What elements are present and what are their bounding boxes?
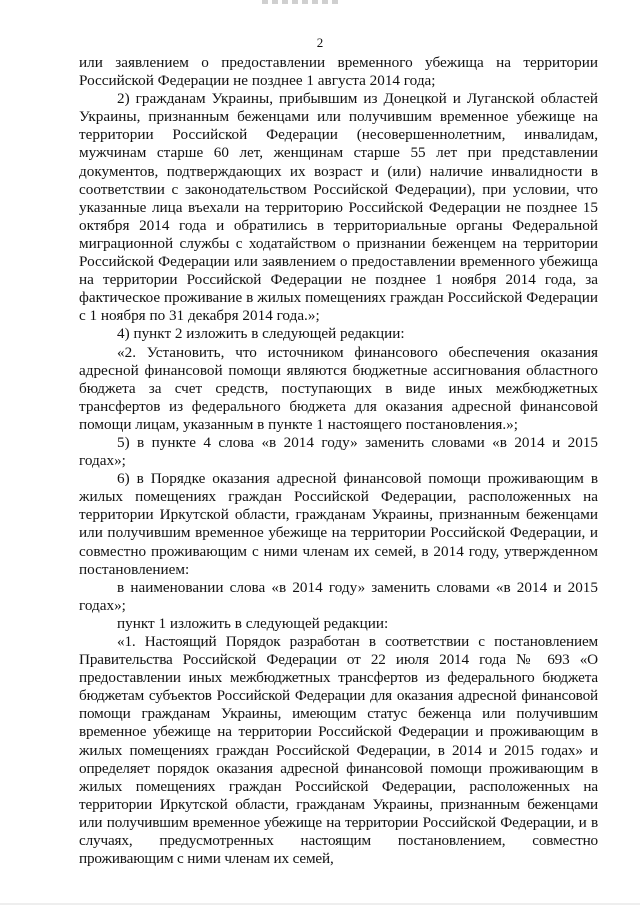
paragraph-item-4: 4) пункт 2 изложить в следующей редакции: [117, 325, 405, 343]
scan-artifact [262, 0, 342, 4]
paragraph-item-5: 5) в пункте 4 слова «в 2014 году» заменить словами «в 2014 и 2015 годах»; [79, 433, 598, 470]
paragraph-title-change: в наименовании слова «в 2014 году» заменить словами «в 2014 и 2015 годах»; [79, 578, 598, 614]
document-body [79, 54, 598, 868]
paragraph-quote-2: «2. Установить, что источником финансового обеспечения оказания адресной финансовой помощи являются бюджетные ассигнования областного бюджета за счет средств, поступающих в виде иных межбюджетных трансфертов из федерального бюджета для оказания адресной финансовой помощи лицам, указанным в пункте 1 настоящего постановления.»; [79, 343, 598, 433]
page-number: 2 [316, 35, 324, 50]
paragraph-quote-1: «1. Настоящий Порядок разработан в соответствии с постановлением Правительства Российской Федерации от 22 июля 2014 года № 693 «О предоставлении иных межбюджетных трансфертов из федерального бюджета бюджетам субъектов Российской Федерации для оказания адресной финансовой помощи гражданам Украины, имеющим статус беженца или получившим временное убежище на территории Российской Федерации и проживающим в жилых помещениях граждан Российской Федерации, в 2014 и 2015 годах» и определяет порядок оказания адресной финансовой помощи проживающим в жилых помещениях граждан Российской Федерации, расположенных на территории Иркутской области, гражданам Украины, признанным беженцами или получившим временное убежище на территории Российской Федерации, и в случаях, предусмотренных настоящим постановлением, совместно проживающим с ними членам их семей, [79, 633, 598, 868]
paragraph-continuation: или заявлением о предоставлении временного убежища на территории Российской Федерации не позднее 1 августа 2014 года; [79, 54, 598, 90]
paragraph-item-6: 6) в Порядке оказания адресной финансовой помощи проживающим в жилых помещениях граждан Российской Федерации, расположенных на территории Иркутской области, гражданам Украины, признанным беженцами или получившим временное убежище на территории Российской Федерации, и совместно проживающим с ними членам их семей, в 2014 году, утвержденном постановлением: [79, 470, 598, 578]
paragraph-item-2: 2) гражданам Украины, прибывшим из Донецкой и Луганской областей Украины, признанным беженцами или получившим временное убежище на территории Российской Федерации (несовершеннолетним, инвалидам, мужчинам старше 60 лет, женщинам старше 55 лет при представлении документов, подтверждающих их возраст и (или) наличие инвалидности в соответствии с законодательством Российской Федерации), при условии, что указанные лица въехали на территорию Российской Федерации не позднее 15 октября 2014 года и обратились в территориальные органы Федеральной миграционной службы с ходатайством о признании беженцем на территории Российской Федерации или заявлением о предоставлении временного убежища на территории Российской Федерации не позднее 1 ноября 2014 года, за фактическое проживание в жилых помещениях граждан Российской Федерации с 1 ноября по 31 декабря 2014 года.»; [79, 90, 598, 325]
paragraph-point-1: пункт 1 изложить в следующей редакции: [117, 614, 389, 632]
